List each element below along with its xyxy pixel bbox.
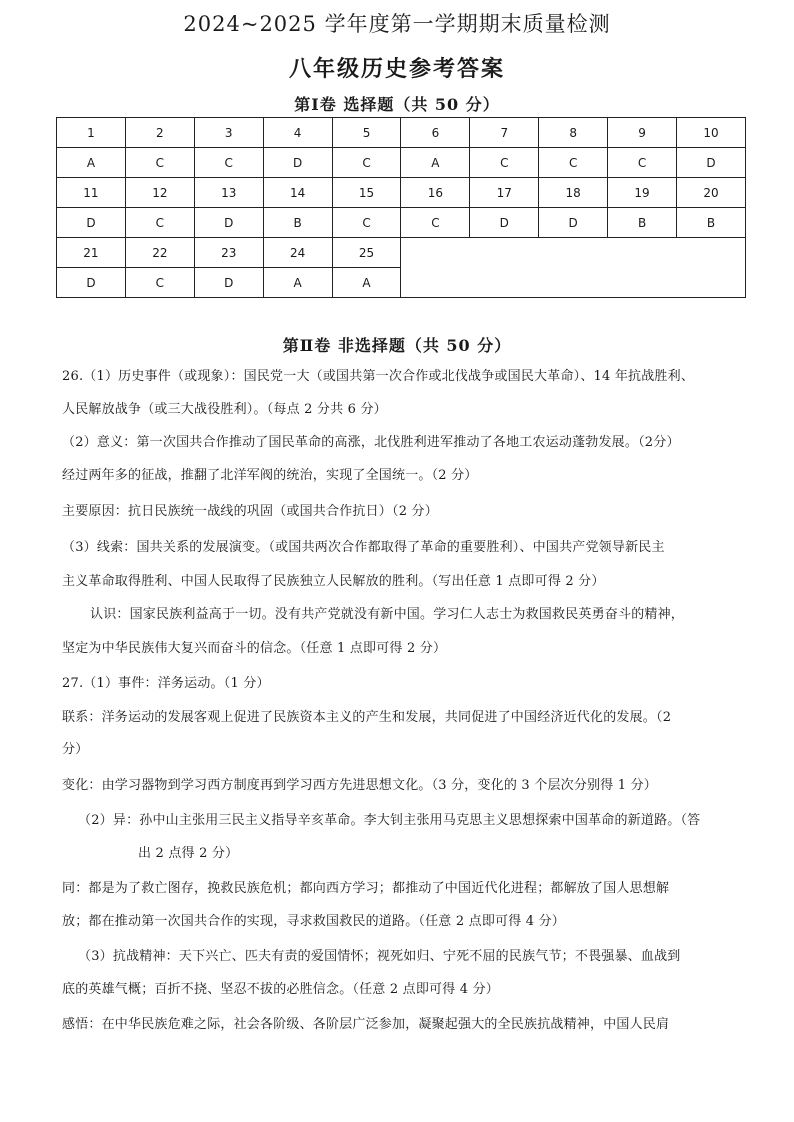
answer-text-line: 分） — [62, 742, 89, 757]
question-number: 13 — [194, 178, 263, 208]
question-number: 2 — [125, 118, 194, 148]
answer-text-line: （3）线索：国共关系的发展演变。（或国共两次合作都取得了革命的重要胜利）、中国共产党领导新民主 — [62, 540, 665, 555]
question-number-row — [57, 118, 746, 148]
answer-cell: D — [194, 208, 263, 238]
answer-cell: C — [539, 148, 608, 178]
question-number: 8 — [539, 118, 608, 148]
question-number: 5 — [332, 118, 401, 148]
answer-cell: D — [57, 268, 126, 298]
answer-text-line: 放；都在推动第一次国共合作的实现，寻求救国救民的道路。（任意 2 点即可得 4 分） — [62, 914, 565, 929]
question-number: 21 — [57, 238, 126, 268]
question-number: 10 — [677, 118, 746, 148]
section-one-heading: 第Ⅰ卷 选择题（共 50 分） — [294, 95, 500, 114]
answer-cell: C — [125, 148, 194, 178]
answer-cell: B — [608, 208, 677, 238]
answer-row — [57, 208, 746, 238]
question-number: 24 — [263, 238, 332, 268]
answer-cell: A — [332, 268, 401, 298]
question-number: 6 — [401, 118, 470, 148]
question-number: 17 — [470, 178, 539, 208]
question-number: 18 — [539, 178, 608, 208]
answer-text-line: 坚定为中华民族伟大复兴而奋斗的信念。（任意 1 点即可得 2 分） — [62, 641, 447, 656]
question-number: 12 — [125, 178, 194, 208]
answer-text-line: 出 2 点得 2 分） — [138, 846, 239, 861]
answer-text-line: 底的英雄气概；百折不挠、坚忍不拔的必胜信念。（任意 2 点即可得 4 分） — [62, 982, 499, 997]
question-number: 4 — [263, 118, 332, 148]
answer-text-line: 主义革命取得胜利、中国人民取得了民族独立人民解放的胜利。（写出任意 1 点即可得 2 分） — [62, 574, 605, 589]
answer-cell: B — [263, 208, 332, 238]
exam-title: 2024~2025 学年度第一学期期末质量检测 — [183, 12, 611, 36]
question-number-row — [57, 238, 746, 268]
answer-cell: C — [332, 148, 401, 178]
answer-text-line: 变化：由学习器物到学习西方制度再到学习西方先进思想文化。（3 分，变化的 3 个层次分别得 1 分） — [62, 778, 657, 793]
question-number: 11 — [57, 178, 126, 208]
answer-cell: D — [194, 268, 263, 298]
answer-key-title: 八年级历史参考答案 — [288, 56, 505, 82]
answer-text-line: （3）抗战精神：天下兴亡、匹夫有责的爱国情怀；视死如归、宁死不屈的民族气节；不畏强暴、血战到 — [78, 949, 681, 964]
question-number: 14 — [263, 178, 332, 208]
answer-cell: D — [677, 148, 746, 178]
question-number: 20 — [677, 178, 746, 208]
answer-table — [56, 117, 746, 298]
answer-cell: D — [470, 208, 539, 238]
answer-cell: A — [57, 148, 126, 178]
answer-text-line: （2）异：孙中山主张用三民主义指导辛亥革命。李大钊主张用马克思主义思想探索中国革命的新道路。（答 — [78, 813, 701, 828]
answer-cell: C — [401, 208, 470, 238]
question-number: 15 — [332, 178, 401, 208]
answer-text-line: 认识：国家民族利益高于一切。没有共产党就没有新中国。学习仁人志士为救国救民英勇奋斗的精神， — [90, 607, 685, 622]
answer-cell: C — [470, 148, 539, 178]
answer-cell: D — [57, 208, 126, 238]
answer-text-line: 同：都是为了救亡图存，挽救民族危机；都向西方学习；都推动了中国近代化进程；都解放了国人思想解 — [62, 881, 670, 896]
answer-text-line: 27.（1）事件：洋务运动。（1 分） — [62, 676, 270, 691]
answer-text-line: （2）意义：第一次国共合作推动了国民革命的高涨，北伐胜利进军推动了各地工农运动蓬勃发展。（2分） — [62, 435, 680, 450]
answer-row — [57, 148, 746, 178]
answer-text-line: 主要原因：抗日民族统一战线的巩固（或国共合作抗日）（2 分） — [62, 504, 438, 519]
section-two-heading: 第Ⅱ卷 非选择题（共 50 分） — [282, 336, 512, 355]
answer-text-line: 26.（1）历史事件（或现象）：国民党一大（或国共第一次合作或北伐战争或国民大革命）、14 年抗战胜利、 — [62, 369, 695, 384]
answer-text-line: 感悟：在中华民族危难之际，社会各阶级、各阶层广泛参加，凝聚起强大的全民族抗战精神，中国人民肩 — [62, 1017, 670, 1032]
question-number: 1 — [57, 118, 126, 148]
answer-cell: C — [608, 148, 677, 178]
answer-cell: C — [125, 268, 194, 298]
question-number: 16 — [401, 178, 470, 208]
question-number: 22 — [125, 238, 194, 268]
answer-cell: C — [194, 148, 263, 178]
answer-cell: C — [332, 208, 401, 238]
answer-text-line: 经过两年多的征战，推翻了北洋军阀的统治，实现了全国统一。（2 分） — [62, 468, 478, 483]
question-number: 25 — [332, 238, 401, 268]
blank-cell — [401, 238, 746, 298]
question-number: 7 — [470, 118, 539, 148]
question-number: 19 — [608, 178, 677, 208]
answer-cell: A — [401, 148, 470, 178]
answer-cell: B — [677, 208, 746, 238]
answer-cell: D — [539, 208, 608, 238]
answer-cell: D — [263, 148, 332, 178]
question-number-row — [57, 178, 746, 208]
answer-cell: C — [125, 208, 194, 238]
question-number: 3 — [194, 118, 263, 148]
answer-cell: A — [263, 268, 332, 298]
question-number: 9 — [608, 118, 677, 148]
question-number: 23 — [194, 238, 263, 268]
answer-text-line: 联系：洋务运动的发展客观上促进了民族资本主义的产生和发展，共同促进了中国经济近代化的发展。（2 — [62, 710, 672, 725]
answer-text-line: 人民解放战争（或三大战役胜利）。（每点 2 分共 6 分） — [62, 402, 387, 417]
